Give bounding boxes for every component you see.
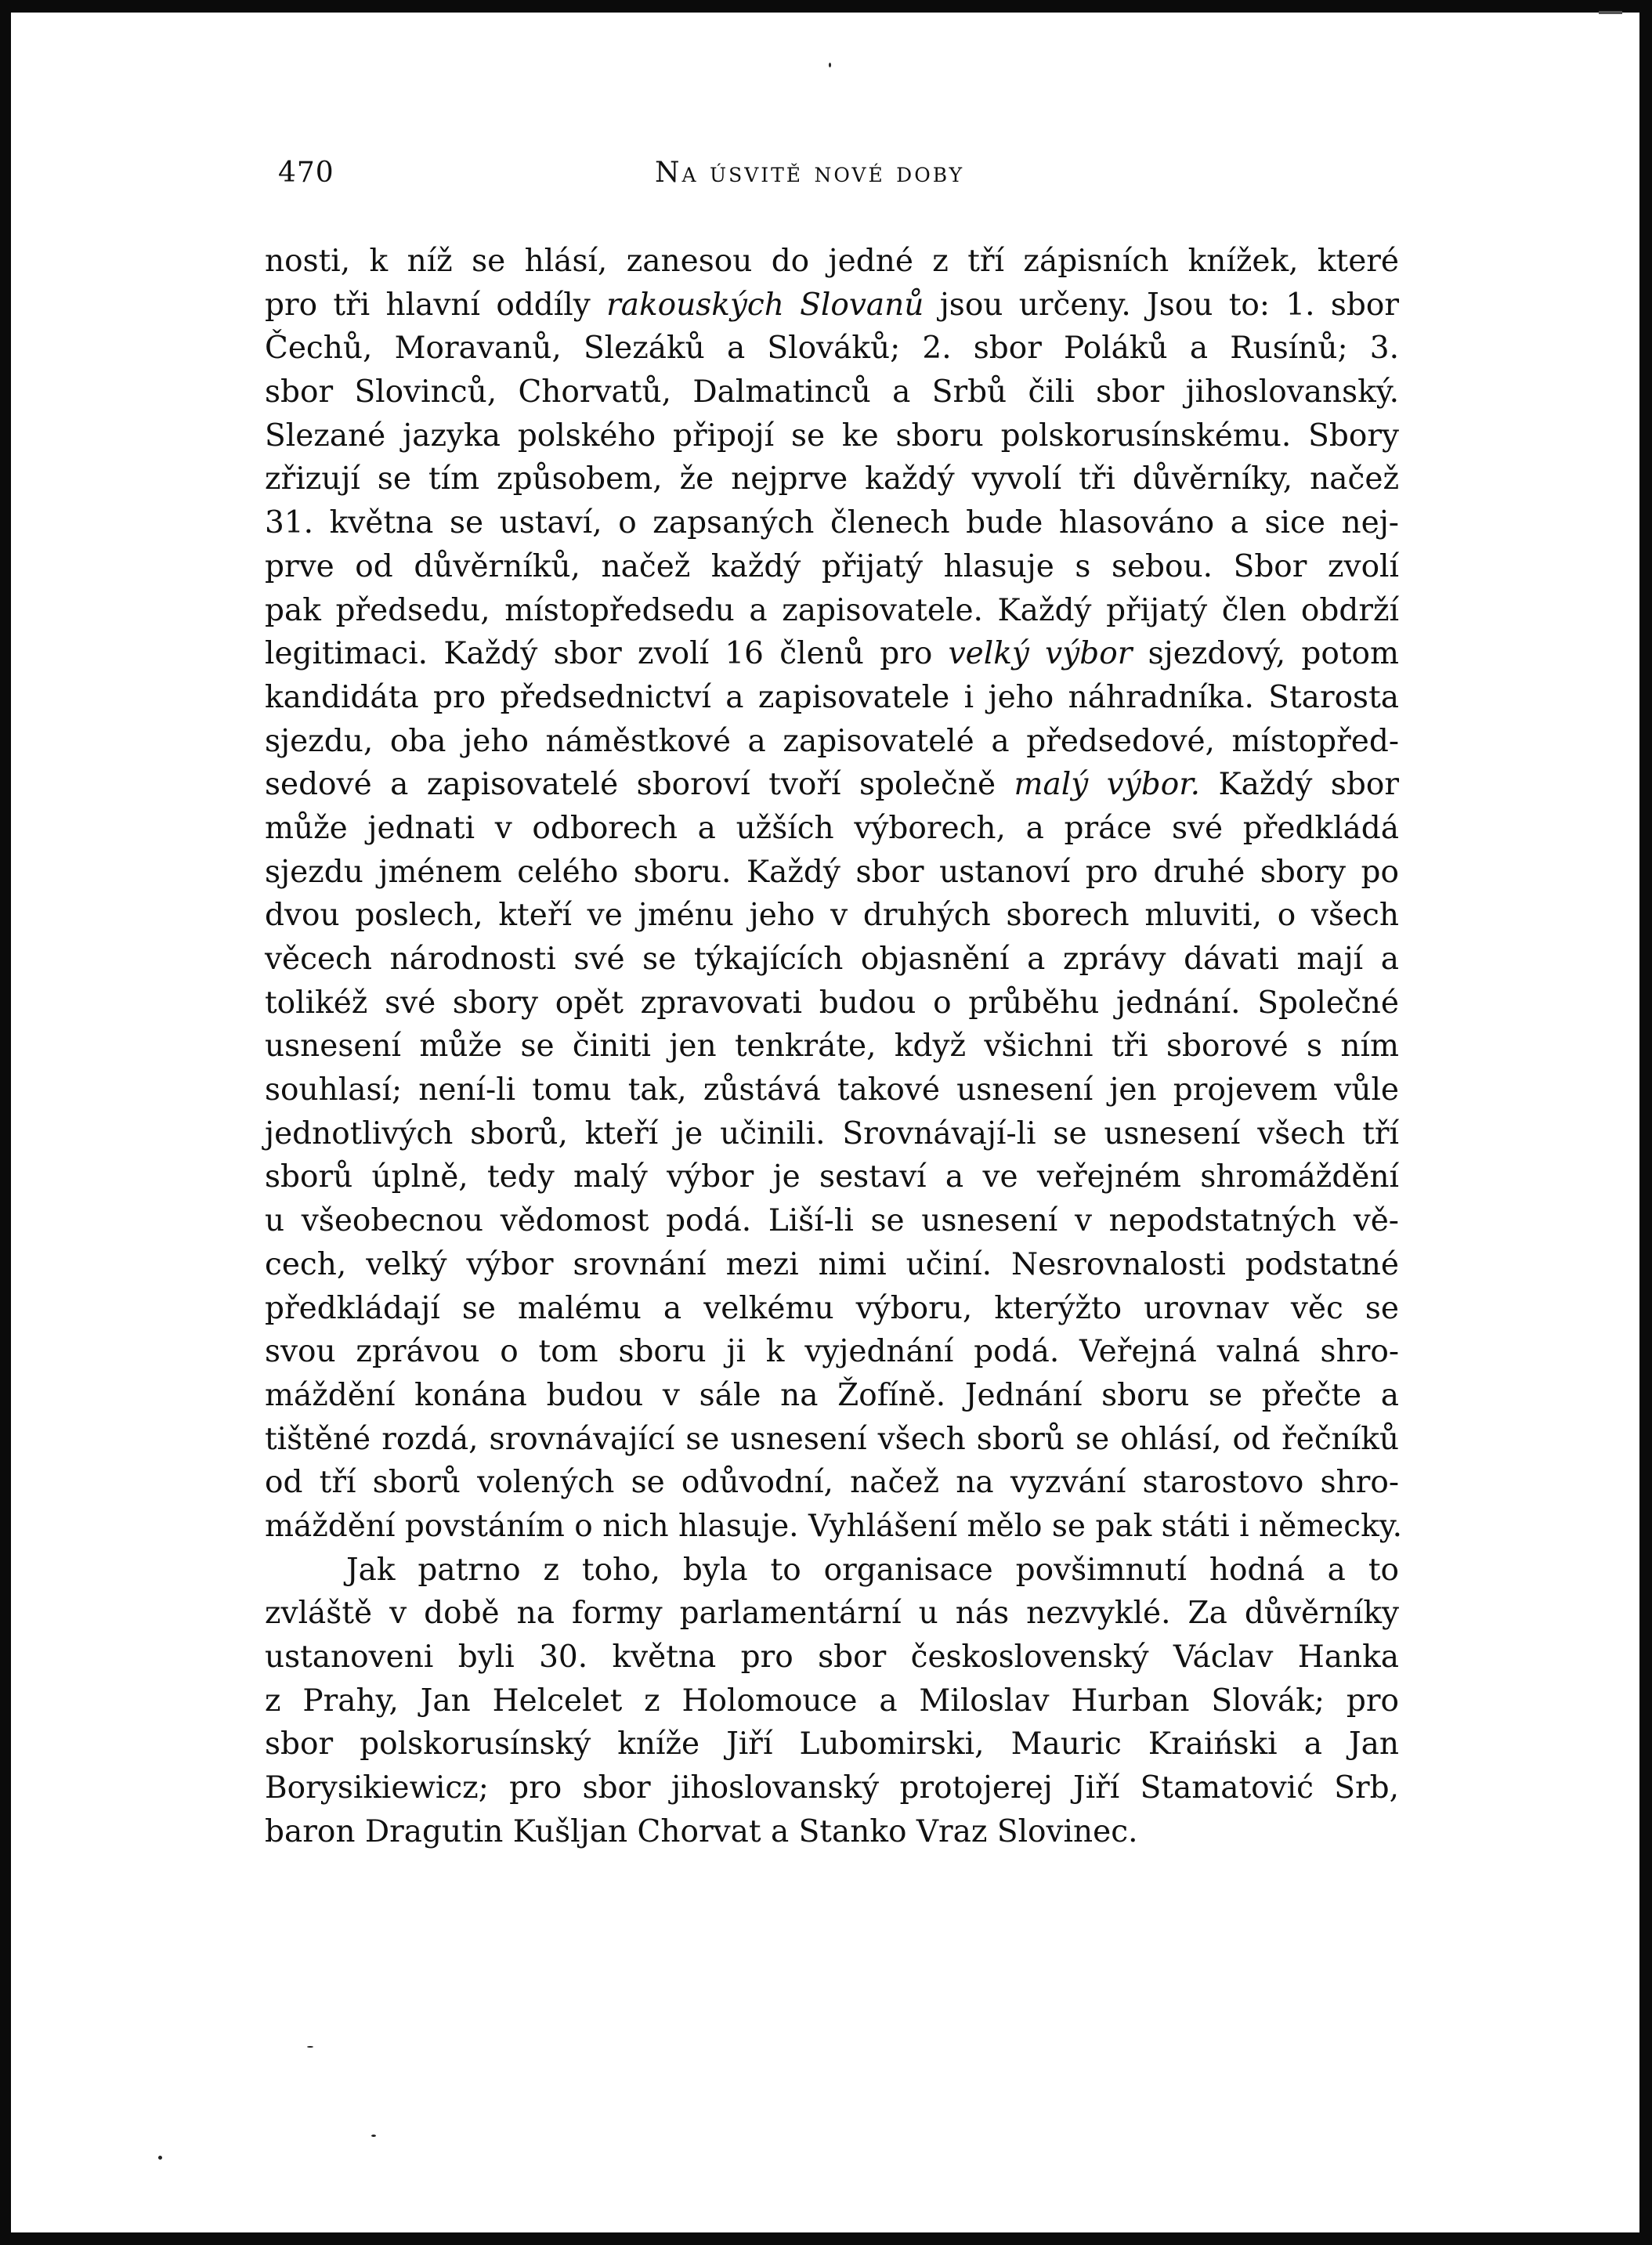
text-run: máždění konána budou v sále na Žofíně. Jednání sboru se přečte a [265,1377,1399,1413]
text-line [265,807,1399,851]
scan-speck [307,2046,313,2048]
scan-speck [371,2135,376,2137]
text-line [265,457,1399,501]
text-run: prve od důvěrníků, načež každý přijatý hlasuje s sebou. Sbor zvolí [265,548,1399,584]
text-line [265,1025,1399,1068]
text-line [265,414,1399,458]
text-line [265,589,1399,633]
text-line [265,371,1399,414]
text-run: Čechů, Moravanů, Slezáků a Slováků; 2. sbor Poláků a Rusínů; 3. [265,331,1399,367]
text-run: dvou poslech, kteří ve jménu jeho v druhých sborech mluviti, o všech [265,898,1399,934]
text-line [265,1330,1399,1374]
text-run: u všeobecnou vědomost podá. Liší-li se usnesení v nepodstatných vě- [265,1203,1399,1239]
text-line [265,763,1399,807]
text-run: sjezdový, potom [1132,636,1399,672]
text-line [265,1374,1399,1418]
text-run: Každý sbor [1200,767,1399,803]
text-run: může jednati v odborech a užších výborech, a práce své předkládá [265,810,1399,846]
running-head: Na úsvitě nové doby [655,157,965,189]
text-line [265,851,1399,895]
text-line [265,240,1399,284]
text-line [265,1418,1399,1462]
text-run: cech, velký výbor srovnání mezi nimi učiní. Nesrovnalosti podstatné [265,1246,1399,1282]
text-line [265,1723,1399,1766]
text-line [265,1679,1399,1723]
text-line [265,938,1399,982]
text-run: sbor Slovinců, Chorvatů, Dalmatinců a Srbů čili sbor jihoslovanský. [265,374,1399,410]
text-line [265,1155,1399,1199]
text-run: sbor polskorusínský kníže Jiří Lubomirski, Mauric Kraiński a Jan [265,1726,1399,1762]
text-run: usnesení může se činiti jen tenkráte, když všichni tři sborové s ním [265,1029,1399,1065]
text-run: Borysikiewicz; pro sbor jihoslovanský protojerej Jiří Stamatović Srb, [265,1770,1399,1806]
text-run: ustanoveni byli 30. května pro sbor československý Václav Hanka [265,1639,1399,1675]
text-run: svou zprávou o tom sboru ji k vyjednání podá. Veřejná valná shro- [265,1334,1399,1370]
text-run: nosti, k níž se hlásí, zanesou do jedné z tří zápisních knížek, které [265,244,1399,279]
text-run: pak předsedu, místopředsedu a zapisovatele. Každý přijatý člen obdrží [265,592,1399,628]
text-line [265,1636,1399,1679]
text-line [265,1592,1399,1636]
text-line [265,894,1399,938]
text-run: tolikéž své sbory opět zpravovati budou o průběhu jednání. Společné [265,985,1399,1021]
text-run: jsou určeny. Jsou to: 1. sbor [924,287,1399,323]
text-line [265,1068,1399,1112]
text-run: pro tři hlavní oddíly [265,287,607,323]
text-run: věcech národnosti své se týkajících objasnění a zprávy dávati mají a [265,942,1399,977]
text-run: zřizují se tím způsobem, že nejprve každý vyvolí tři důvěrníky, načež [265,461,1399,497]
text-run: souhlasí; není-li tomu tak, zůstává takové usnesení jen projevem vůle [265,1072,1399,1108]
text-line [265,1112,1399,1156]
text-run: baron Dragutin Kušljan Chorvat a Stanko Vraz Slovinec. [265,1813,1138,1849]
text-run: sedové a zapisovatelé sboroví tvoří společně [265,767,1014,803]
text-line [265,1766,1399,1810]
text-run: jednotlivých sborů, kteří je učinili. Srovnávají-li se usnesení všech tří [265,1115,1399,1151]
text-run: z Prahy, Jan Helcelet z Holomouce a Miloslav Hurban Slovák; pro [265,1683,1399,1719]
text-run: kandidáta pro předsednictví a zapisovatele i jeho náhradníka. Starosta [265,679,1399,715]
text-line [265,327,1399,371]
body-text [265,240,1402,1853]
italic-run: velký výbor [948,636,1133,672]
text-run: tištěné rozdá, srovnávající se usnesení všech sborů se ohlásí, od řečníků [265,1421,1399,1457]
page-number: 470 [278,157,334,189]
text-run: sjezdu jménem celého sboru. Každý sbor ustanoví pro druhé sbory po [265,854,1399,890]
text-line [265,1549,1399,1592]
text-line [265,545,1399,589]
text-run: sjezdu, oba jeho náměstkové a zapisovatelé a předsedové, místopřed- [265,723,1399,759]
text-run: od tří sborů volených se odůvodní, načež na vyzvání starostovo shro- [265,1465,1399,1501]
italic-run: malý výbor. [1014,767,1200,803]
scan-artifact [1599,11,1622,14]
text-line [265,1461,1399,1505]
text-run: Slezané jazyka polského připojí se ke sboru polskorusínskému. Sbory [265,418,1399,454]
text-run: zvláště v době na formy parlamentární u nás nezvyklé. Za důvěrníky [265,1596,1399,1632]
text-run: předkládají se malému a velkému výboru, kterýžto urovnav věc se [265,1290,1399,1326]
text-line [265,982,1399,1025]
text-line [265,284,1399,327]
text-run: legitimaci. Každý sbor zvolí 16 členů pro [265,636,949,672]
text-line [265,1810,1399,1854]
italic-run: rakouských Slovanů [606,287,924,323]
text-run: Jak patrno z toho, byla to organisace povšimnutí hodná a to [346,1552,1399,1588]
text-line [265,1243,1399,1287]
text-line [265,501,1399,545]
scan-speck [829,63,831,67]
text-line [265,720,1399,764]
text-run: sborů úplně, tedy malý výbor je sestaví a ve veřejném shromáždění [265,1159,1399,1195]
text-line [265,676,1399,720]
text-line [265,1505,1402,1549]
text-run: 31. května se ustaví, o zapsaných členech bude hlasováno a sice nej- [265,505,1399,541]
text-run: máždění povstáním o nich hlasuje. Vyhlášení mělo se pak státi i německy. [265,1508,1402,1544]
text-line [265,1199,1399,1243]
text-line [265,1287,1399,1331]
text-line [265,632,1399,676]
scan-speck [158,2156,162,2160]
